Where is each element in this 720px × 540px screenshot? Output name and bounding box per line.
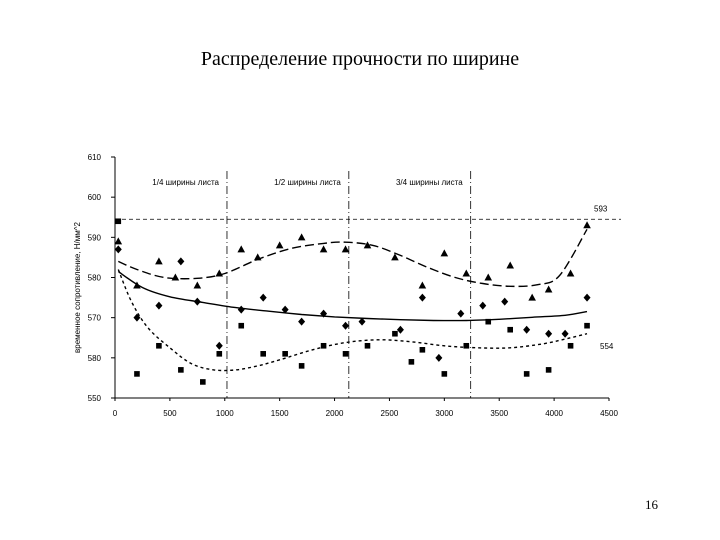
mean-point <box>397 326 404 334</box>
mean-point <box>435 354 442 362</box>
y-tick-label: 580 <box>87 273 101 283</box>
y-tick-label: 580 <box>87 353 101 363</box>
min-point <box>299 363 305 369</box>
y-tick-label: 600 <box>87 193 101 203</box>
y-axis-label: временное сопротивление, Н/мм^2 <box>73 222 82 353</box>
max-point <box>567 269 575 276</box>
mean-point <box>419 294 426 302</box>
min-point <box>115 218 121 224</box>
slide-title: Распределение прочности по ширине <box>200 48 520 70</box>
mean-point <box>584 294 591 302</box>
x-tick-label: 500 <box>163 409 177 418</box>
min-point <box>568 343 574 349</box>
annotation-label: 554 <box>600 341 614 351</box>
min-point <box>343 351 349 357</box>
max-point <box>419 282 427 289</box>
mean-point <box>501 298 508 306</box>
mean-point <box>194 298 201 306</box>
mean-point <box>155 302 162 310</box>
max-point <box>342 245 350 252</box>
max-point <box>506 261 514 268</box>
mean-point <box>238 306 245 314</box>
mean-point <box>523 326 530 334</box>
min-trend-line <box>118 270 587 371</box>
max-point <box>172 274 180 281</box>
min-point <box>442 371 448 377</box>
mean-point <box>260 294 267 302</box>
reference-line-label: 593 <box>594 204 608 214</box>
x-tick-label: 1000 <box>215 409 234 418</box>
max-point <box>254 253 262 260</box>
min-point <box>178 367 184 373</box>
max-point <box>583 221 591 228</box>
max-trend-line <box>118 229 587 286</box>
max-point <box>528 294 536 301</box>
max-point <box>194 282 202 289</box>
mean-point <box>115 245 122 253</box>
min-point <box>584 323 590 329</box>
mean-point <box>479 302 486 310</box>
x-tick-label: 2000 <box>325 409 344 418</box>
min-point <box>200 379 206 385</box>
max-point <box>276 241 284 248</box>
min-point <box>524 371 530 377</box>
mean-point <box>457 310 464 318</box>
max-point <box>114 237 122 244</box>
x-tick-label: 3000 <box>435 409 454 418</box>
min-point <box>463 343 469 349</box>
min-point <box>134 371 140 377</box>
y-tick-label: 550 <box>87 394 101 403</box>
max-point <box>298 233 306 240</box>
x-tick-label: 4000 <box>545 409 564 418</box>
page-number: 16 <box>645 497 658 512</box>
x-tick-label: 1500 <box>270 409 289 418</box>
min-point <box>420 347 426 353</box>
mean-point <box>298 318 305 326</box>
min-point <box>392 331 398 337</box>
x-tick-label: 4500 <box>600 409 618 418</box>
min-point <box>260 351 266 357</box>
x-tick-label: 0 <box>112 409 118 418</box>
mean-point <box>177 257 184 265</box>
min-point <box>321 343 327 349</box>
min-point <box>546 367 552 373</box>
min-point <box>507 327 513 333</box>
max-point <box>155 257 163 264</box>
mean-point <box>545 330 552 338</box>
plot-area <box>73 153 621 418</box>
vertical-divider-label: 1/2 ширины листа <box>274 178 341 187</box>
mean-point <box>342 322 349 330</box>
max-point <box>545 286 553 293</box>
y-tick-label: 610 <box>87 153 101 162</box>
vertical-divider-label: 3/4 ширины листа <box>395 178 463 187</box>
min-point <box>485 319 491 325</box>
x-tick-label: 3500 <box>490 409 509 418</box>
min-point <box>238 323 244 329</box>
max-point <box>320 245 328 252</box>
vertical-divider-label: 1/4 ширины листа <box>152 178 219 187</box>
min-point <box>409 359 415 365</box>
min-point <box>216 351 222 357</box>
min-point <box>156 343 162 349</box>
min-point <box>365 343 371 349</box>
mean-point <box>562 330 569 338</box>
mean-point <box>216 342 223 350</box>
max-point <box>462 269 470 276</box>
min-point <box>282 351 288 357</box>
max-point <box>215 269 223 276</box>
max-point <box>441 249 449 256</box>
y-tick-label: 590 <box>87 233 101 243</box>
y-tick-label: 570 <box>87 313 101 323</box>
max-point <box>484 274 492 281</box>
x-tick-label: 2500 <box>380 409 399 418</box>
max-point <box>237 245 245 252</box>
